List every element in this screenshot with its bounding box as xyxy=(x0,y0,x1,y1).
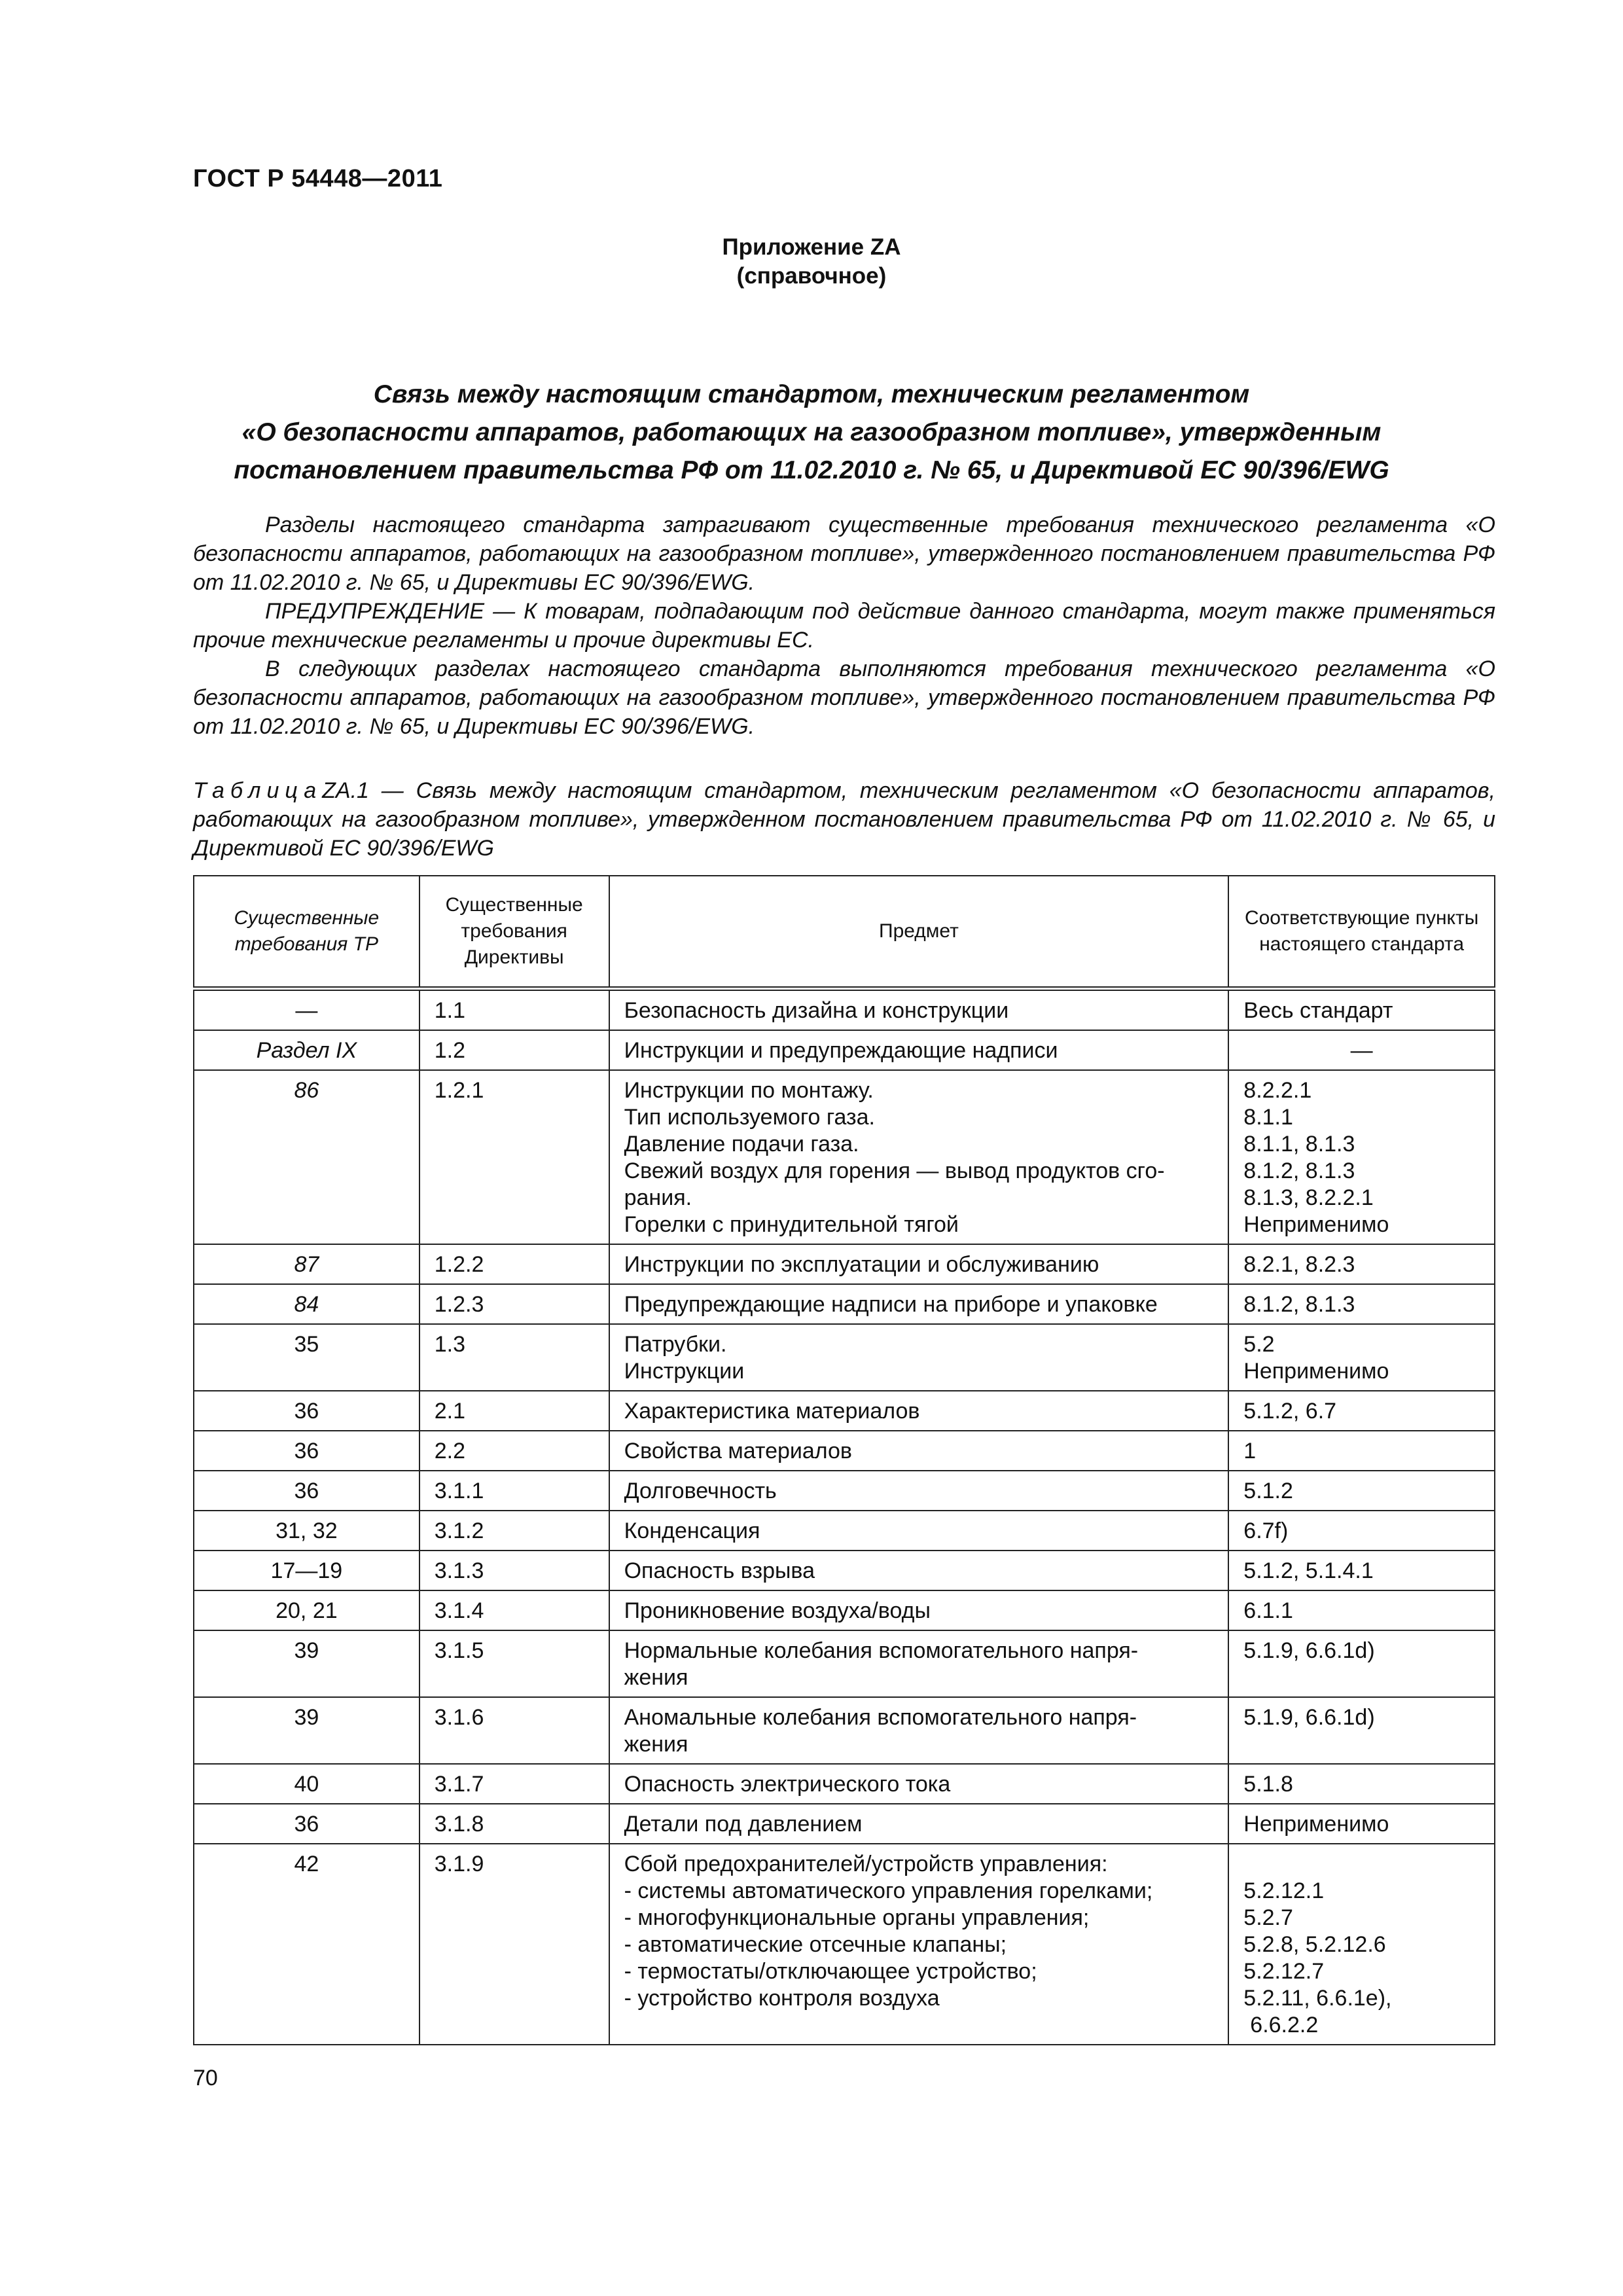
cell-directive-requirement: 3.1.1 xyxy=(419,1471,609,1511)
cell-directive-requirement: 1.3 xyxy=(419,1324,609,1391)
cell-directive-requirement: 2.2 xyxy=(419,1431,609,1471)
header-tr-requirements: Существенные требования ТР xyxy=(194,876,419,989)
cell-tr-requirement: 20, 21 xyxy=(194,1590,419,1630)
cell-tr-requirement: 86 xyxy=(194,1070,419,1244)
points-line: Неприменимо xyxy=(1243,1359,1389,1384)
header-subject: Предмет xyxy=(609,876,1229,989)
points-line xyxy=(1243,1851,1480,1878)
points-line: 1 xyxy=(1243,1439,1257,1463)
points-line: 6.6.2.2 xyxy=(1250,2013,1319,2037)
subject-line: жения xyxy=(624,1665,688,1690)
cell-directive-requirement: 3.1.7 xyxy=(419,1764,609,1804)
cell-tr-requirement: 17—19 xyxy=(194,1551,419,1590)
cell-directive-requirement: 3.1.6 xyxy=(419,1697,609,1764)
intro-paragraph: Разделы настоящего стандарта затрагивают существенные требования технического регламента «О безопасности аппаратов, работающих на газообразном топливе», утвержденного постановлением правительства РФ от 11.02.2010 г. № 65, и Директивы ЕС 90/396/EWG. xyxy=(193,512,1495,595)
cell-tr-requirement: Раздел IX xyxy=(194,1030,419,1070)
subject-line: Конденсация xyxy=(624,1518,760,1543)
cell-directive-requirement: 1.2.3 xyxy=(419,1284,609,1324)
cell-tr-requirement: 40 xyxy=(194,1764,419,1804)
subject-line: - автоматические отсечные клапаны; xyxy=(624,1932,1007,1957)
cell-tr-requirement: 39 xyxy=(194,1630,419,1697)
points-line: Весь стандарт xyxy=(1243,998,1393,1023)
table-body xyxy=(194,989,1495,2045)
cell-subject xyxy=(609,1284,1229,1324)
header-directive-requirements: Существенные требования Директивы xyxy=(419,876,609,989)
subject-line: - системы автоматического управления горелками; xyxy=(624,1878,1153,1903)
cell-subject xyxy=(609,1804,1229,1844)
cell-standard-points xyxy=(1228,1804,1495,1844)
intro-text xyxy=(193,511,1495,741)
cell-standard-points xyxy=(1228,989,1495,1031)
title-line: Связь между настоящим стандартом, техническим регламентом xyxy=(373,380,1250,408)
cell-directive-requirement: 3.1.9 xyxy=(419,1844,609,2045)
subject-line: Сбой предохранителей/устройств управления: xyxy=(624,1852,1108,1876)
cell-subject xyxy=(609,1844,1229,2045)
subject-line: Нормальные колебания вспомогательного напря- xyxy=(624,1638,1139,1663)
cell-standard-points xyxy=(1228,1030,1495,1070)
subject-line: Инструкции по эксплуатации и обслуживанию xyxy=(624,1252,1099,1277)
points-line: 8.1.2, 8.1.3 xyxy=(1243,1158,1355,1183)
points-line: 5.2.7 xyxy=(1243,1905,1293,1930)
header-standard-points: Соответствующие пункты настоящего стандарта xyxy=(1228,876,1495,989)
points-line: 5.1.9, 6.6.1d) xyxy=(1243,1705,1375,1730)
appendix-type: (справочное) xyxy=(736,263,887,289)
cell-standard-points xyxy=(1228,1244,1495,1284)
cell-directive-requirement: 3.1.3 xyxy=(419,1551,609,1590)
cell-directive-requirement: 3.1.8 xyxy=(419,1804,609,1844)
subject-line: - термостаты/отключающее устройство; xyxy=(624,1959,1037,1984)
table-row xyxy=(194,1697,1495,1764)
subject-line: Свойства материалов xyxy=(624,1439,852,1463)
subject-line: Аномальные колебания вспомогательного напря- xyxy=(624,1705,1137,1730)
cell-subject xyxy=(609,1471,1229,1511)
cell-standard-points xyxy=(1228,1551,1495,1590)
cell-subject xyxy=(609,989,1229,1031)
points-line: 5.2 xyxy=(1243,1332,1275,1357)
cell-tr-requirement: 42 xyxy=(194,1844,419,2045)
subject-line: - устройство контроля воздуха xyxy=(624,1986,940,2011)
cell-subject xyxy=(609,1764,1229,1804)
document-title xyxy=(196,376,1427,490)
warning-paragraph: ПРЕДУПРЕЖДЕНИЕ — К товарам, подпадающим под действие данного стандарта, могут также применяться прочие технические регламенты и прочие директивы ЕС. xyxy=(193,599,1495,653)
cell-standard-points xyxy=(1228,1284,1495,1324)
points-line: 8.1.2, 8.1.3 xyxy=(1243,1292,1355,1317)
cell-tr-requirement: 87 xyxy=(194,1244,419,1284)
points-line: 8.2.1, 8.2.3 xyxy=(1243,1252,1355,1277)
cell-subject xyxy=(609,1511,1229,1551)
intro-paragraph: В следующих разделах настоящего стандарта выполняются требования технического регламента «О безопасности аппаратов, работающих на газообразном топливе», утвержденного постановлением правительства РФ от 11.02.2010 г. № 65, и Директивы ЕС 90/396/EWG. xyxy=(193,656,1495,739)
subject-line: Долговечность xyxy=(624,1479,777,1503)
cell-tr-requirement: 84 xyxy=(194,1284,419,1324)
cell-subject xyxy=(609,1551,1229,1590)
cell-tr-requirement: 36 xyxy=(194,1431,419,1471)
table-row xyxy=(194,1844,1495,2045)
cell-subject xyxy=(609,1324,1229,1391)
cell-directive-requirement: 3.1.5 xyxy=(419,1630,609,1697)
points-line: Неприменимо xyxy=(1243,1812,1389,1837)
subject-line: рания. xyxy=(624,1185,692,1210)
table-row xyxy=(194,989,1495,1031)
cell-directive-requirement: 3.1.4 xyxy=(419,1590,609,1630)
cell-standard-points xyxy=(1228,1070,1495,1244)
points-line: Неприменимо xyxy=(1243,1212,1389,1237)
cell-standard-points xyxy=(1228,1391,1495,1431)
cell-standard-points xyxy=(1228,1431,1495,1471)
cell-standard-points xyxy=(1228,1844,1495,2045)
subject-line: - многофункциональные органы управления; xyxy=(624,1905,1090,1930)
subject-line: Инструкции xyxy=(624,1359,745,1384)
points-line: 5.2.8, 5.2.12.6 xyxy=(1243,1932,1386,1957)
subject-line: Характеристика материалов xyxy=(624,1399,920,1424)
title-line: постановлением правительства РФ от 11.02.2010 г. № 65, и Директивой ЕС 90/396/EWG xyxy=(234,456,1389,484)
points-line: 8.1.1, 8.1.3 xyxy=(1243,1132,1355,1157)
points-line: 5.1.2, 5.1.4.1 xyxy=(1243,1558,1374,1583)
cell-tr-requirement: 39 xyxy=(194,1697,419,1764)
cell-subject xyxy=(609,1070,1229,1244)
page-number: 70 xyxy=(193,2066,218,2090)
table-row xyxy=(194,1244,1495,1284)
cell-subject xyxy=(609,1244,1229,1284)
points-line: — xyxy=(1350,1038,1373,1063)
points-line: 8.1.3, 8.2.2.1 xyxy=(1243,1185,1374,1210)
table-row xyxy=(194,1391,1495,1431)
points-line: 5.1.2 xyxy=(1243,1479,1293,1503)
appendix-title: Приложение ZA xyxy=(722,234,901,260)
table-row xyxy=(194,1551,1495,1590)
cell-tr-requirement: 31, 32 xyxy=(194,1511,419,1551)
subject-line: Детали под давлением xyxy=(624,1812,863,1837)
cell-directive-requirement: 1.2 xyxy=(419,1030,609,1070)
points-line: 5.2.11, 6.6.1е), xyxy=(1243,1986,1392,2011)
table-caption-label: Таблица xyxy=(193,778,323,803)
appendix-heading xyxy=(0,233,1623,291)
subject-line: Патрубки. xyxy=(624,1332,727,1357)
subject-line: Предупреждающие надписи на приборе и упаковке xyxy=(624,1292,1158,1317)
table-header-row xyxy=(194,876,1495,989)
subject-line: Тип используемого газа. xyxy=(624,1105,876,1130)
table-row xyxy=(194,1511,1495,1551)
cell-standard-points xyxy=(1228,1630,1495,1697)
subject-line: Безопасность дизайна и конструкции xyxy=(624,998,1009,1023)
table-caption-text: ZA.1 — Связь между настоящим стандартом, техническим регламентом «О безопасности аппаратов, работающих на газообразном топливе», утвержденном постановлением правительства РФ от 11.02.2010 г. № 65, и Директивой ЕС 90/396/EWG xyxy=(193,778,1495,861)
cell-tr-requirement: 35 xyxy=(194,1324,419,1391)
points-line: 5.2.12.7 xyxy=(1243,1959,1325,1984)
cell-subject xyxy=(609,1697,1229,1764)
cell-standard-points xyxy=(1228,1764,1495,1804)
subject-line: Давление подачи газа. xyxy=(624,1132,859,1157)
cell-standard-points xyxy=(1228,1590,1495,1630)
points-line: 5.1.2, 6.7 xyxy=(1243,1399,1337,1424)
table-row xyxy=(194,1070,1495,1244)
cell-directive-requirement: 1.2.1 xyxy=(419,1070,609,1244)
cell-standard-points xyxy=(1228,1324,1495,1391)
table-row xyxy=(194,1590,1495,1630)
subject-line: Проникновение воздуха/воды xyxy=(624,1598,931,1623)
cell-standard-points xyxy=(1228,1471,1495,1511)
points-line: 6.7f) xyxy=(1243,1518,1289,1543)
points-line: 6.1.1 xyxy=(1243,1598,1293,1623)
table-row xyxy=(194,1324,1495,1391)
points-line: 5.2.12.1 xyxy=(1243,1878,1325,1903)
cell-subject xyxy=(609,1030,1229,1070)
subject-line: Инструкции по монтажу. xyxy=(624,1078,874,1103)
cell-subject xyxy=(609,1630,1229,1697)
cell-standard-points xyxy=(1228,1697,1495,1764)
subject-line: жения xyxy=(624,1732,688,1757)
cell-tr-requirement: 36 xyxy=(194,1471,419,1511)
table-row xyxy=(194,1030,1495,1070)
cell-directive-requirement: 1.2.2 xyxy=(419,1244,609,1284)
subject-line: Инструкции и предупреждающие надписи xyxy=(624,1038,1058,1063)
cell-directive-requirement: 3.1.2 xyxy=(419,1511,609,1551)
cell-directive-requirement: 2.1 xyxy=(419,1391,609,1431)
table-row xyxy=(194,1471,1495,1511)
cell-directive-requirement: 1.1 xyxy=(419,989,609,1031)
cell-subject xyxy=(609,1431,1229,1471)
table-caption xyxy=(193,776,1495,863)
table-row xyxy=(194,1630,1495,1697)
points-line: 5.1.9, 6.6.1d) xyxy=(1243,1638,1375,1663)
points-line: 5.1.8 xyxy=(1243,1772,1293,1797)
subject-line: Горелки с принудительной тягой xyxy=(624,1212,959,1237)
cell-tr-requirement: — xyxy=(194,989,419,1031)
cell-tr-requirement: 36 xyxy=(194,1804,419,1844)
cell-subject xyxy=(609,1391,1229,1431)
document-code: ГОСТ Р 54448—2011 xyxy=(193,165,443,192)
table-row xyxy=(194,1284,1495,1324)
title-line: «О безопасности аппаратов, работающих на газообразном топливе», утвержденным xyxy=(241,418,1382,446)
points-line: 8.1.1 xyxy=(1243,1105,1293,1130)
points-line: 8.2.2.1 xyxy=(1243,1078,1312,1103)
cell-subject xyxy=(609,1590,1229,1630)
table-row xyxy=(194,1431,1495,1471)
subject-line: Опасность электрического тока xyxy=(624,1772,951,1797)
cell-tr-requirement: 36 xyxy=(194,1391,419,1431)
subject-line: Опасность взрыва xyxy=(624,1558,815,1583)
requirements-table xyxy=(193,875,1495,2045)
cell-standard-points xyxy=(1228,1511,1495,1551)
table-row xyxy=(194,1804,1495,1844)
table-row xyxy=(194,1764,1495,1804)
subject-line: Свежий воздух для горения — вывод продуктов сго- xyxy=(624,1158,1165,1183)
